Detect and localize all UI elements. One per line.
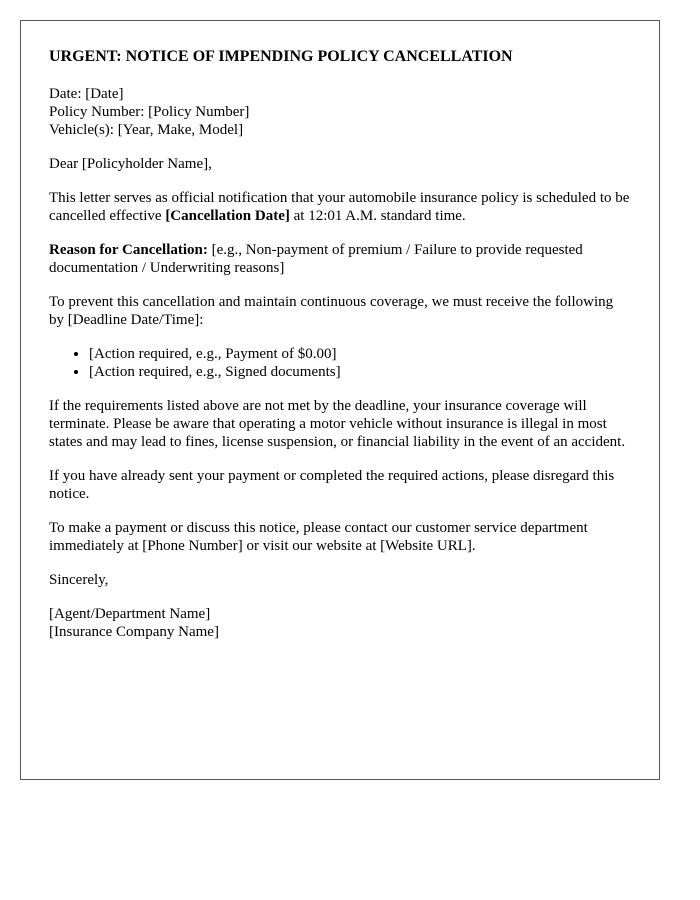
salutation: Dear [Policyholder Name], [49,156,212,172]
letter-frame [20,20,660,780]
reason-text: [e.g., Non-payment of premium / Failure to provide requested documentation / Underwriting reasons] [49,242,583,276]
closing: Sincerely, [49,572,109,588]
reason-label: Reason for Cancellation: [49,242,208,258]
cancellation-date: [Cancellation Date] [165,208,290,224]
contact-paragraph: To make a payment or discuss this notice, please contact our customer service department immediately at [Phone Number] or visit our website at [Website URL]. [49,520,588,554]
reason-paragraph [49,241,631,277]
letter-title: URGENT: NOTICE OF IMPENDING POLICY CANCELLATION [49,48,513,65]
prevent-paragraph: To prevent this cancellation and maintain continuous coverage, we must receive the following by [Deadline Date/Time]: [49,294,614,328]
list-item: • [Action required, e.g., Signed documents] [89,363,631,381]
warning-paragraph: If the requirements listed above are not met by the deadline, your insurance coverage will terminate. Please be aware that operating a motor vehicle without insurance is illegal in most states and may lead to fines, license suspension, or financial liability in the event of an accident. [49,398,626,450]
vehicles-line: Vehicle(s): [Year, Make, Model] [49,122,244,138]
intro-paragraph [49,189,631,225]
list-item: • [Action required, e.g., Payment of $0.00] [89,345,631,363]
disregard-paragraph: If you have already sent your payment or completed the required actions, please disregard this notice. [49,468,615,502]
intro-text-before: This letter serves as official notification that your automobile insurance policy is scheduled to be cancelled effective [49,190,630,224]
company-name: [Insurance Company Name] [49,624,219,640]
date-line: Date: [Date] [49,86,124,102]
signature-block [49,605,631,641]
required-actions-list [49,345,631,381]
letter-header [49,85,631,139]
intro-text-after: at 12:01 A.M. standard time. [289,208,466,224]
agent-name: [Agent/Department Name] [49,606,211,622]
policy-number-line: Policy Number: [Policy Number] [49,104,250,120]
